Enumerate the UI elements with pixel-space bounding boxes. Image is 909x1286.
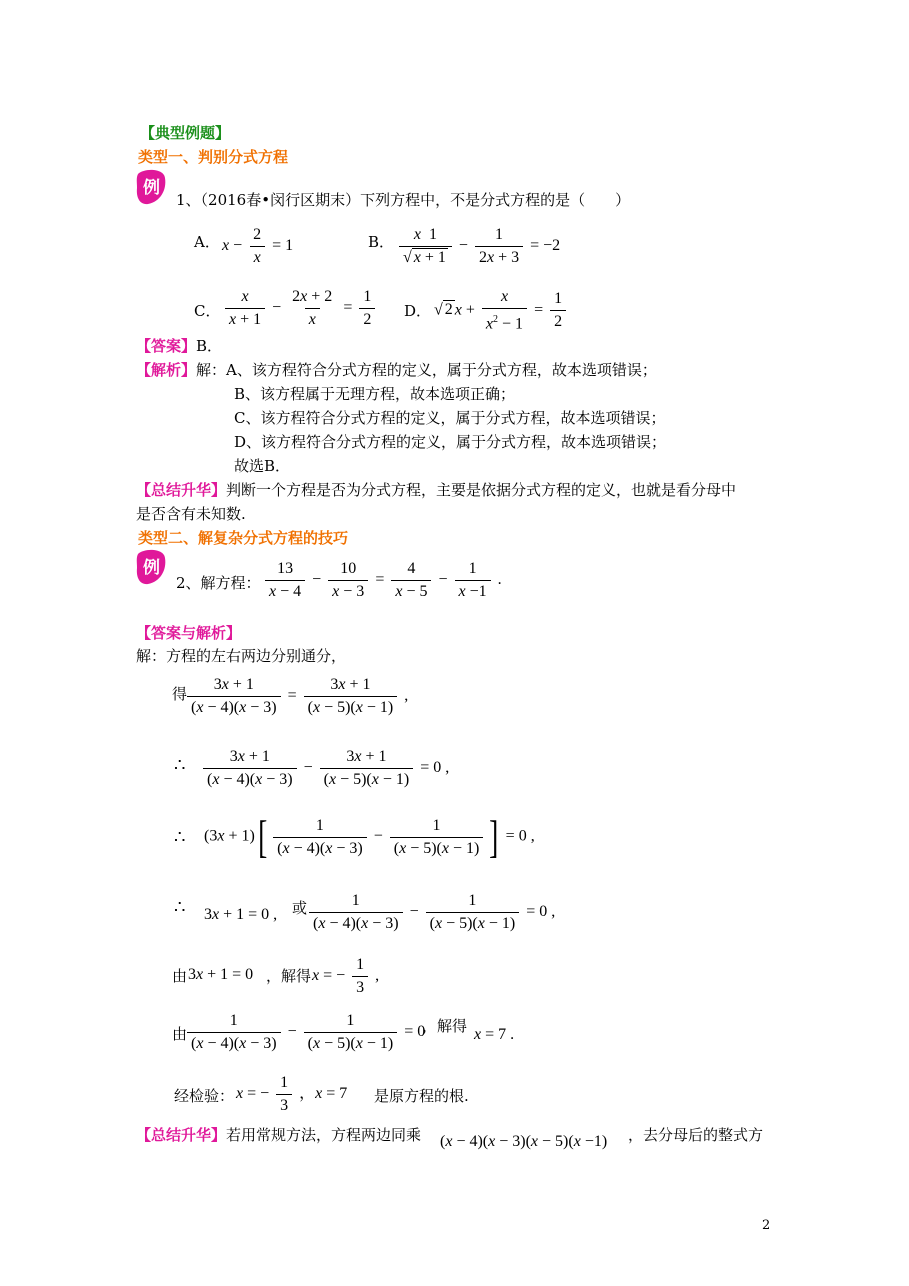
analysis-label: 【解析】 (136, 361, 197, 379)
type2-title: 类型二、解复杂分式方程的技巧 (138, 529, 349, 547)
analysis-1 (136, 360, 657, 380)
svg-text:例: 例 (143, 178, 160, 198)
solution-intro: 解：方程的左右两边分别通分， (136, 647, 347, 665)
answer-1 (136, 336, 222, 356)
step6-result: x = 7 . (474, 1026, 515, 1043)
step4-equation-b: $\frac{1}{(x - 4)(x - 3)}$ − $\frac{1}{(x - 5)(x - 1)}$ = 0 , (306, 892, 555, 933)
example-badge-1 (134, 168, 168, 206)
from-text-2: 由 (172, 1025, 188, 1043)
summary-product: (x − 4)(x − 3)(x − 5)(x −1) (440, 1133, 608, 1150)
check-prefix: 经检验： (174, 1087, 235, 1105)
summary-text-2: 是否含有未知数. (136, 505, 246, 523)
analysis-line: B、该方程属于无理方程，故本选项正确； (234, 385, 516, 403)
page-number: 2 (762, 1218, 771, 1233)
question-2-prefix: 2、解方程： (176, 574, 261, 592)
summary-text: 若用常规方法，方程两边同乘 (226, 1126, 422, 1144)
example-badge-2 (134, 548, 168, 586)
step6-equation: $\frac{1}{(x - 4)(x - 3)}$ − $\frac{1}{(x - 5)(x - 1)}$ = 0 (184, 1012, 425, 1053)
solve-text-1: ，解得 (266, 967, 312, 985)
analysis-line: 故选B． (234, 457, 291, 475)
step2-equation: $\frac{3x + 1}{(x - 4)(x - 3)}$ − $\frac{3x + 1}{(x - 5)(x - 1)}$ = 0 , (200, 748, 449, 789)
step1-equation: $\frac{3x + 1}{(x - 4)(x - 3)}$ = $\frac{3x + 1}{(x - 5)(x - 1)}$ , (184, 676, 408, 717)
option-d-equation: √ 2 x + $\frac{x}{x^2 - 1}$ = $\frac{1}{2}$ (434, 288, 569, 333)
analysis-line: C、该方程符合分式方程的定义，属于分式方程，故本选项错误； (234, 409, 666, 427)
answer-value: B． (196, 337, 223, 355)
therefore-symbol: ∴ (174, 827, 186, 848)
summary-1 (136, 480, 736, 500)
step1-prefix: 得 (172, 685, 188, 703)
from-text-1: 由 (172, 967, 188, 985)
summary-label: 【总结升华】 (136, 481, 227, 499)
step4-equation-a: 3x + 1 = 0 , (204, 906, 278, 923)
therefore-symbol: ∴ (174, 897, 186, 918)
summary-label: 【总结升华】 (136, 1126, 227, 1144)
question-2-equation: $\frac{13}{x - 4}$ − $\frac{10}{x - 3}$ = $\frac{4}{x - 5}$ − $\frac{1}{x -1}$ . (262, 560, 502, 601)
therefore-symbol: ∴ (174, 755, 186, 776)
step5-equation: 3x + 1 = 0 (188, 966, 254, 983)
summary-text-b: ，去分母后的整式方 (628, 1126, 764, 1144)
option-b-label: B． (368, 233, 395, 251)
answer-label: 【答案】 (136, 337, 197, 355)
question-1: 1、（2016春•闵行区期末）下列方程中，不是分式方程的是（ ） (176, 191, 631, 209)
analysis-line: D、该方程符合分式方程的定义，属于分式方程，故本选项错误； (234, 433, 667, 451)
step5-result: x = − $\frac{1}{3}$ , (312, 956, 380, 996)
check-values: x = − $\frac{1}{3}$ ，x = 7 (236, 1074, 348, 1114)
option-a-label: A． (194, 233, 220, 251)
answer-analysis-label: 【答案与解析】 (136, 624, 242, 642)
check-suffix: 是原方程的根. (374, 1087, 469, 1105)
option-a-equation: x − $\frac{2}{x}$ = 1 (222, 226, 294, 266)
typical-examples-heading: 【典型例题】 (140, 124, 231, 142)
option-d-label: D． (404, 302, 432, 320)
summary-2 (136, 1125, 421, 1145)
analysis-line: 解：A、该方程符合分式方程的定义，属于分式方程，故本选项错误； (196, 361, 657, 379)
option-b-equation: $\frac{x 1}{√ x + 1}$ − $\frac{1}{2x + 3}$ = −2 (396, 226, 560, 267)
step3-equation: (3x + 1)[ $\frac{1}{(x - 4)(x - 3)}$ − $\frac{1}{(x - 5)(x - 1)}$ ] = 0 , (204, 811, 535, 862)
solve-text-2: ，解得 (422, 1017, 468, 1035)
type1-title: 类型一、判别分式方程 (138, 148, 289, 166)
option-c-equation: $\frac{x}{x + 1}$ − $\frac{2x + 2}{x}$ = $\frac{1}{2}$ (222, 288, 378, 329)
or-text: 或 (292, 899, 308, 917)
option-c-label: C． (194, 302, 221, 320)
svg-text:例: 例 (143, 558, 160, 578)
summary-text: 判断一个方程是否为分式方程，主要是依据分式方程的定义，也就是看分母中 (226, 481, 737, 499)
